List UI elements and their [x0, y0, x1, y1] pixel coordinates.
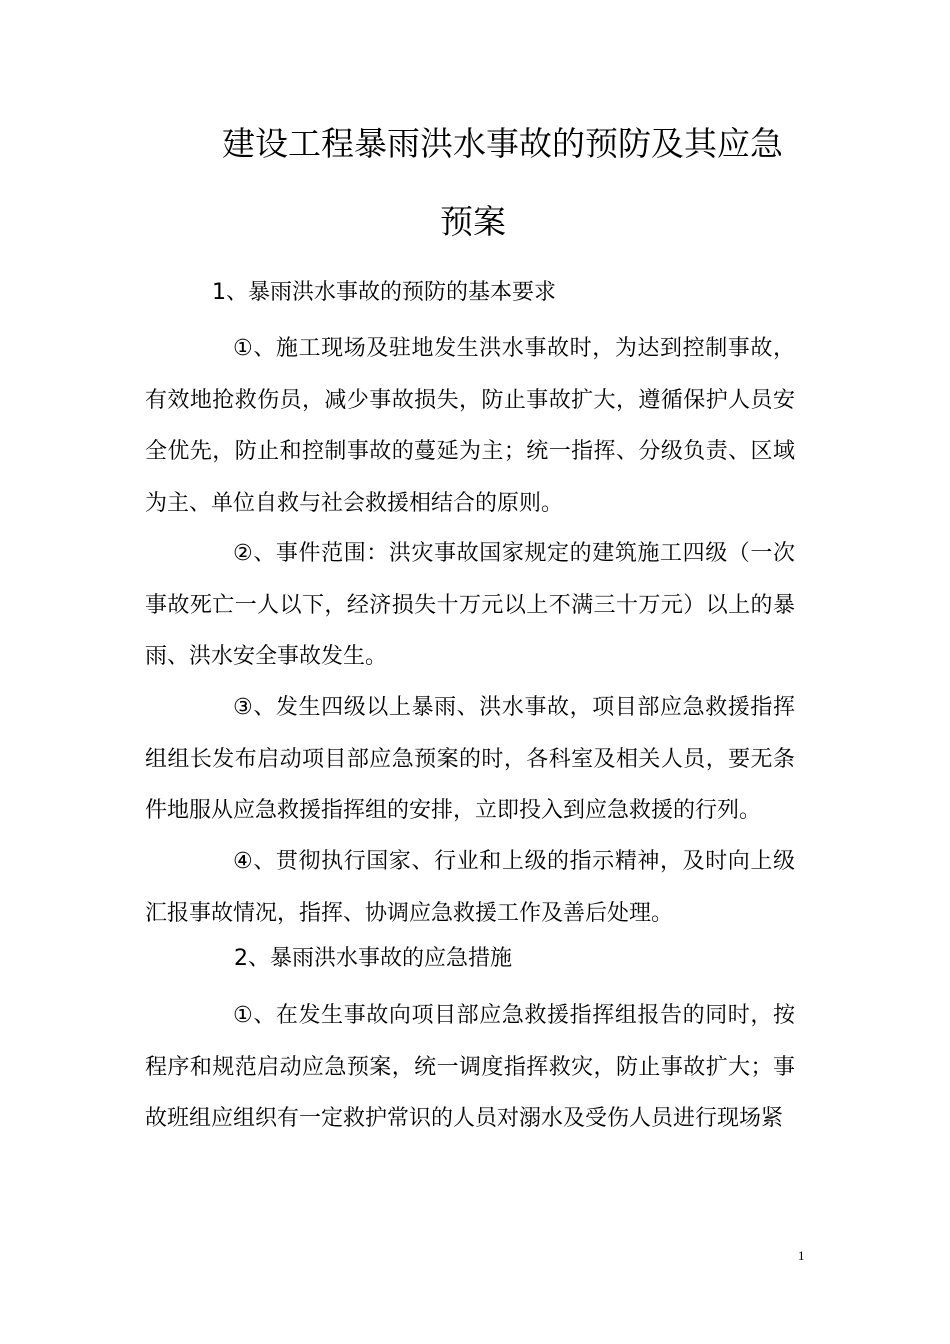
- document-title-line-1: 建设工程暴雨洪水事故的预防及其应急: [222, 124, 783, 163]
- page-number: 1: [798, 1248, 805, 1263]
- section-1-paragraph-2: ②、事件范围：洪灾事故国家规定的建筑施工四级（一次事故死亡一人以下，经济损失十万元以上不满三十万元）以上的暴雨、洪水安全事故发生。: [145, 541, 795, 669]
- document-title-line-2: 预案: [440, 202, 506, 241]
- section-1-paragraph-4: ④、贯彻执行国家、行业和上级的指示精神，及时向上级汇报事故情况，指挥、协调应急救援工作及善后处理。: [145, 849, 795, 926]
- section-1-heading: 1、暴雨洪水事故的预防的基本要求: [212, 280, 556, 305]
- section-1-paragraph-1: ①、施工现场及驻地发生洪水事故时，为达到控制事故，有效地抢救伤员，减少事故损失，防止事故扩大，遵循保护人员安全优先，防止和控制事故的蔓延为主；统一指挥、分级负责、区域为主、单位自救与社会救援相结合的原则。: [145, 336, 795, 516]
- section-1-paragraph-3: ③、发生四级以上暴雨、洪水事故，项目部应急救援指挥组组长发布启动项目部应急预案的时，各科室及相关人员，要无条件地服从应急救援指挥组的安排，立即投入到应急救援的行列。: [145, 695, 795, 823]
- section-2-paragraph-1: ①、在发生事故向项目部应急救援指挥组报告的同时，按程序和规范启动应急预案，统一调度指挥救灾，防止事故扩大；事故班组应组织有一定救护常识的人员对溺水及受伤人员进行现场紧: [145, 1003, 795, 1131]
- section-2-heading: 2、暴雨洪水事故的应急措施: [234, 946, 512, 971]
